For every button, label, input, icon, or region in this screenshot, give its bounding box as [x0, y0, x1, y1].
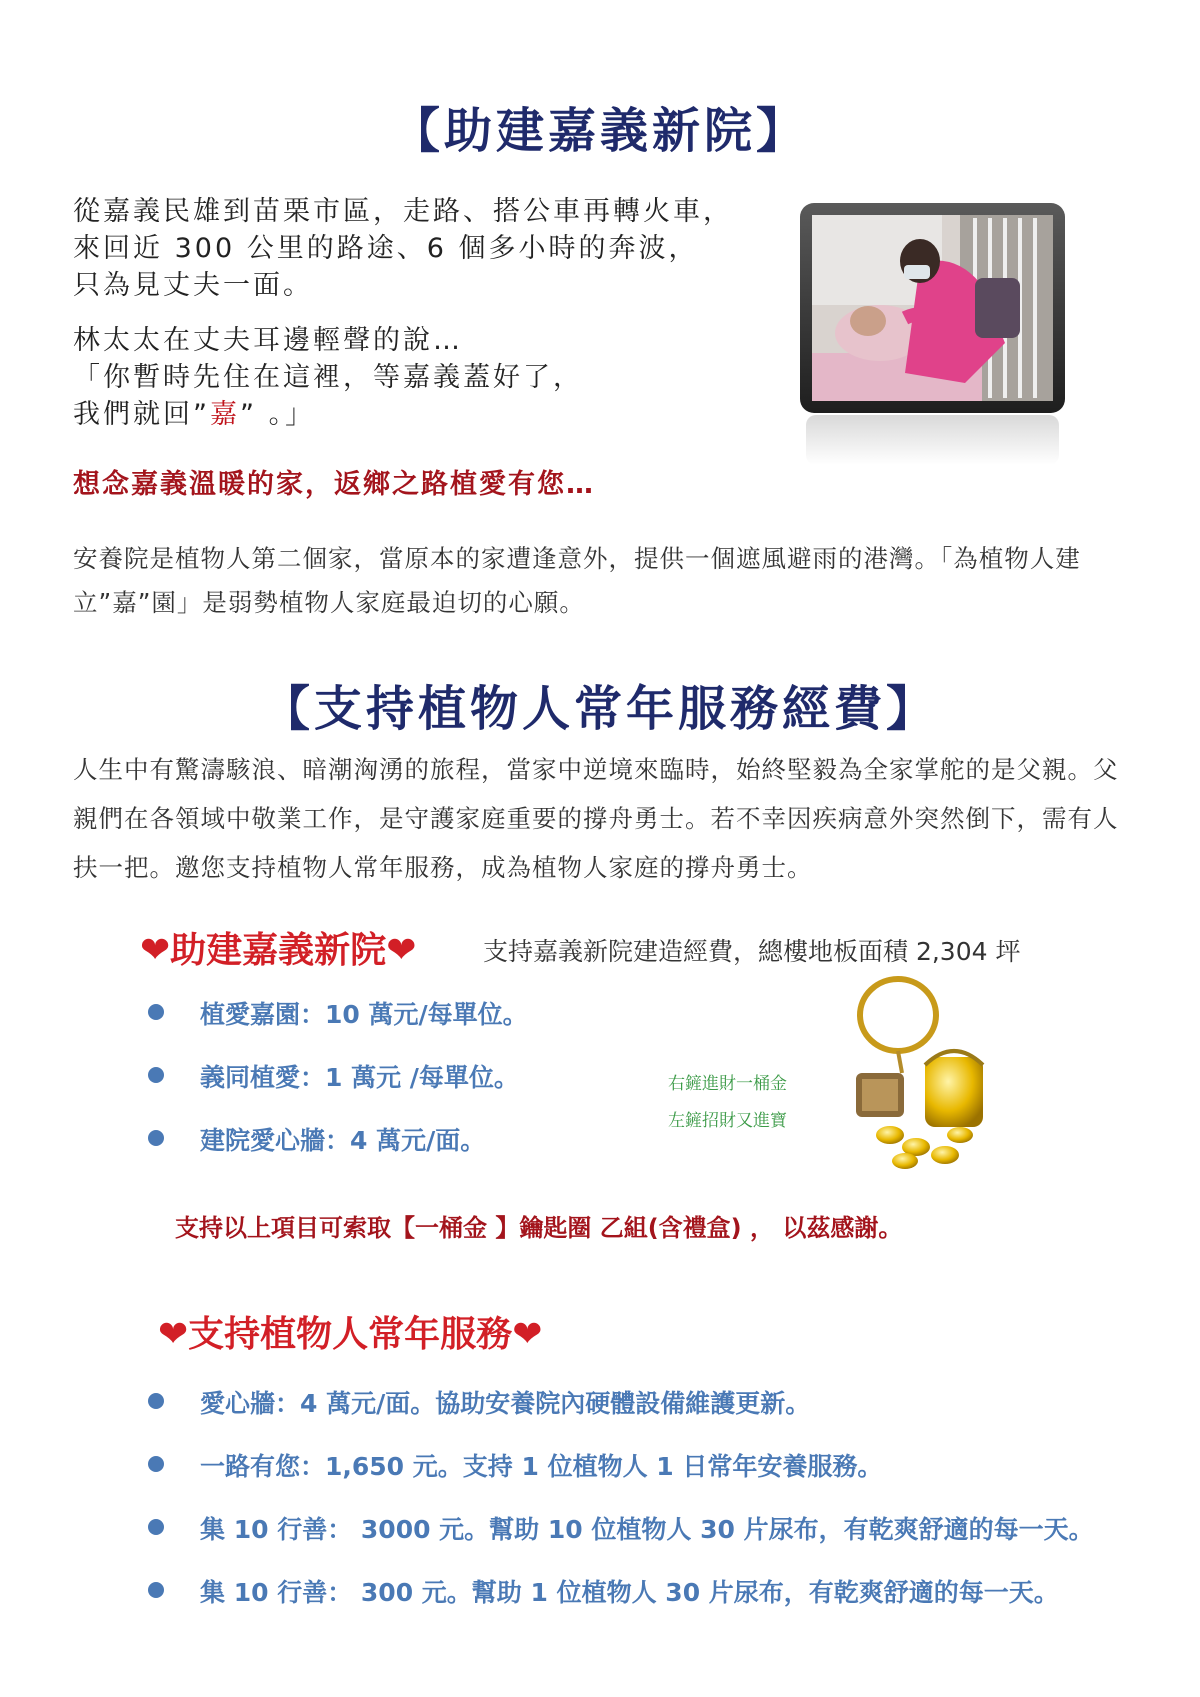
- bullet-icon: [148, 1067, 164, 1083]
- list-item: 植愛嘉園：10 萬元/每單位。: [148, 995, 528, 1058]
- list-item: 建院愛心牆：4 萬元/面。: [148, 1121, 528, 1184]
- list-item: 一路有您：1,650 元。支持 1 位植物人 1 日常年安養服務。: [148, 1447, 1094, 1510]
- service-heading: ❤支持植物人常年服務❤: [158, 1314, 543, 1355]
- section-title-new-branch: 【助建嘉義新院】: [391, 103, 808, 159]
- heart-icon: ❤: [386, 930, 417, 971]
- bullet-icon: [148, 1130, 164, 1146]
- whisper-text: [73, 322, 793, 433]
- keychain-gift-image: [850, 975, 1000, 1175]
- whisper-line: 「你暫時先住在這裡，等嘉義蓋好了，: [73, 362, 583, 393]
- visit-photo: [800, 203, 1065, 413]
- bullet-icon: [148, 1456, 164, 1472]
- story-line: 只為見丈夫一面。: [73, 270, 313, 301]
- father-paragraph: 人生中有驚濤駭浪、暗潮洶湧的旅程，當家中逆境來臨時，始終堅毅為全家掌舵的是父親。父親們在各領域中敬業工作，是守護家庭重要的撐舟勇士。若不幸因疾病意外突然倒下，需有人扶一把。邀您支持植物人常年服務，成為植物人家庭的撐舟勇士。: [73, 755, 1119, 882]
- whisper-line-last: 我們就回”嘉” 。」: [73, 399, 316, 430]
- bullet-icon: [148, 1582, 164, 1598]
- list-item: 愛心牆：4 萬元/面。協助安養院內硬體設備維護更新。: [148, 1384, 1094, 1447]
- visit-photo-illustration: [800, 203, 1065, 468]
- story-text: [73, 193, 793, 304]
- section-title-service-funding: 【支持植物人常年服務經費】: [261, 681, 938, 737]
- slogan: 想念嘉義溫暖的家，返鄉之路植愛有您…: [73, 469, 595, 500]
- heart-icon: ❤: [158, 1314, 189, 1355]
- whisper-line: 林太太在丈夫耳邊輕聲的說…: [73, 325, 463, 356]
- list-item: 義同植愛：1 萬元 /每單位。: [148, 1058, 528, 1121]
- gift-caption: 左鏟招財又進寶: [668, 1111, 787, 1131]
- highlight-jia: 嘉: [210, 399, 240, 430]
- list-item: 集 10 行善： 3000 元。幫助 10 位植物人 30 片尿布，有乾爽舒適的每一天。: [148, 1510, 1094, 1573]
- story-line: 從嘉義民雄到苗栗市區，走路、搭公車再轉火車，: [73, 196, 733, 227]
- new-branch-heading: ❤助建嘉義新院❤: [140, 930, 417, 971]
- new-branch-items: [148, 995, 528, 1184]
- intro-paragraph: 安養院是植物人第二個家，當原本的家遭逢意外，提供一個遮風避雨的港灣。「為植物人建立”嘉”園」是弱勢植物人家庭最迫切的心願。: [73, 544, 1081, 617]
- gift-caption: 右鏟進財一桶金: [668, 1074, 787, 1094]
- new-branch-description: 支持嘉義新院建造經費，總樓地板面積 2,304 坪: [483, 937, 1021, 966]
- bullet-icon: [148, 1004, 164, 1020]
- story-line: 來回近 300 公里的路途、6 個多小時的奔波，: [73, 233, 699, 264]
- bullet-icon: [148, 1393, 164, 1409]
- service-items: [148, 1384, 1094, 1636]
- bullet-icon: [148, 1519, 164, 1535]
- thanks-note: 支持以上項目可索取【一桶金 】鑰匙圈 乙組(含禮盒) ， 以茲感謝。: [175, 1214, 903, 1242]
- keychain-icon: [850, 975, 1000, 1175]
- heart-icon: ❤: [140, 930, 171, 971]
- list-item: 集 10 行善： 300 元。幫助 1 位植物人 30 片尿布，有乾爽舒適的每一天。: [148, 1573, 1094, 1636]
- heart-icon: ❤: [512, 1314, 543, 1355]
